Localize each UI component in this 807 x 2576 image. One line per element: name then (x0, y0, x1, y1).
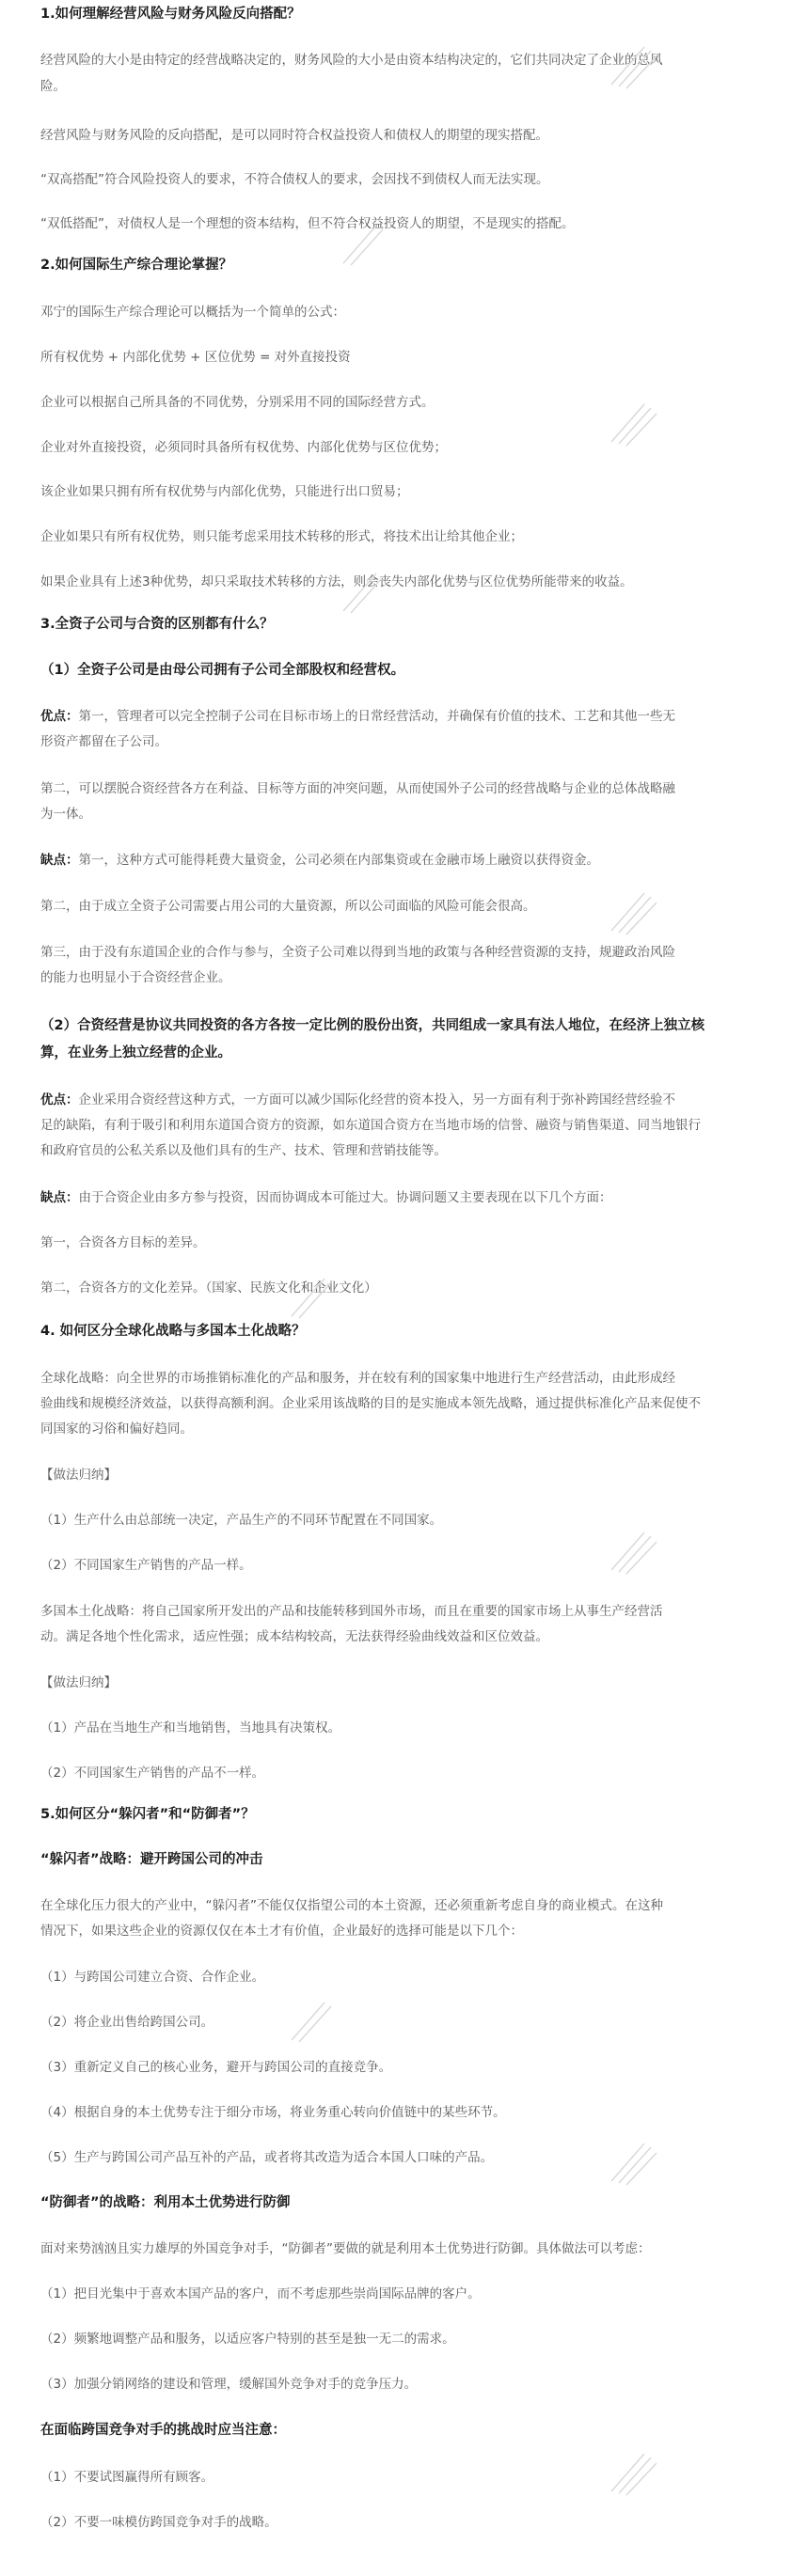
section-2-heading: 2.如何国际生产综合理论掌握？ (40, 258, 233, 273)
paragraph: 验曲线和规模经济效益，以获得高额利润。企业采用该战略的目的是实施成本领先战略，通过提供标准化产品来促使不 (40, 1396, 701, 1411)
paragraph: 优点：企业采用合资经营这种方式，一方面可以减少国际化经营的资本投入，另一方面有利于弥补跨国经营经验不 (40, 1092, 675, 1107)
paragraph: 经营风险与财务风险的反向搭配，是可以同时符合权益投资人和债权人的期望的现实搭配。 (40, 128, 548, 143)
paragraph: 形资产都留在子公司。 (40, 734, 167, 749)
list-item: （1）产品在当地生产和当地销售，当地具有决策权。 (40, 1720, 341, 1736)
list-item: （2）频繁地调整产品和服务，以适应客户特别的甚至是独一无二的需求。 (40, 2332, 455, 2347)
paragraph: 企业可以根据自己所具备的不同优势，分别采用不同的国际经营方式。 (40, 395, 435, 410)
paragraph: “双低搭配”，对债权人是一个理想的资本结构，但不符合权益投资人的期望，不是现实的搭配。 (40, 216, 575, 231)
paragraph: 情况下，如果这些企业的资源仅仅在本土才有价值，企业最好的选择可能是以下几个： (40, 1924, 523, 1939)
paragraph: 经营风险的大小是由特定的经营战略决定的，财务风险的大小是由资本结构决定的，它们共同决定了企业的总风 (40, 53, 663, 68)
subheading: （1）全资子公司是由母公司拥有子公司全部股权和经营权。 (40, 663, 405, 678)
list-item: （1）生产什么由总部统一决定，产品生产的不同环节配置在不同国家。 (40, 1513, 443, 1528)
paragraph: 第二，可以摆脱合资经营各方在利益、目标等方面的冲突问题，从而使国外子公司的经营战略与企业的总体战略融 (40, 781, 675, 796)
section-5-heading: 5.如何区分“躲闪者”和“防御者”？ (40, 1807, 255, 1822)
list-item: （5）生产与跨国公司产品互补的产品，或者将其改造为适合本国人口味的产品。 (40, 2150, 494, 2165)
section-4-heading: 4. 如何区分全球化战略与多国本土化战略？ (40, 1324, 306, 1339)
paragraph: 多国本土化战略：将自己国家所开发出的产品和技能转移到国外市场，而且在重要的国家市场上从事生产经营活 (40, 1604, 663, 1619)
list-item: （2）不同国家生产销售的产品不一样。 (40, 1766, 265, 1781)
section-1-heading: 1.如何理解经营风险与财务风险反向搭配？ (40, 7, 301, 22)
subheading: 算，在业务上独立经营的企业。 (40, 1045, 231, 1060)
list-item: （2）不要一味模仿跨国竞争对手的战略。 (40, 2515, 277, 2530)
subheading: 在面临跨国竞争对手的挑战时应当注意： (40, 2423, 286, 2438)
paragraph: 的能力也明显小于合资经营企业。 (40, 970, 231, 985)
paragraph: 在全球化压力很大的产业中，“躲闪者”不能仅仅指望公司的本土资源，还必须重新考虑自身的商业模式。在这种 (40, 1898, 663, 1913)
paragraph: 邓宁的国际生产综合理论可以概括为一个简单的公式： (40, 305, 345, 320)
paragraph: 企业如果只有所有权优势，则只能考虑采用技术转移的形式，将技术出让给其他企业； (40, 529, 523, 544)
list-item: （3）加强分销网络的建设和管理，缓解国外竞争对手的竞争压力。 (40, 2377, 418, 2392)
list-item: （3）重新定义自己的核心业务，避开与跨国公司的直接竞争。 (40, 2060, 392, 2075)
list-item: （1）把目光集中于喜欢本国产品的客户，而不考虑那些崇尚国际品牌的客户。 (40, 2286, 481, 2301)
method-label: 【做法归纳】 (40, 1468, 117, 1483)
paragraph: 企业对外直接投资，必须同时具备所有权优势、内部化优势与区位优势； (40, 440, 447, 455)
list-item: （4）根据自身的本土优势专注于细分市场，将业务重心转向价值链中的某些环节。 (40, 2105, 506, 2120)
paragraph: “双高搭配”符合风险投资人的要求，不符合债权人的要求，会因找不到债权人而无法实现。 (40, 172, 549, 187)
paragraph: 险。 (40, 79, 66, 94)
list-item: （2）将企业出售给跨国公司。 (40, 2015, 214, 2030)
paragraph: 面对来势汹汹且实力雄厚的外国竞争对手，“防御者”要做的就是利用本土优势进行防御。具体做法可以考虑： (40, 2241, 651, 2256)
paragraph: 缺点：由于合资企业由多方参与投资，因而协调成本可能过大。协调问题又主要表现在以下几个方面： (40, 1190, 612, 1205)
paragraph: 和政府官员的公私关系以及他们具有的生产、技术、管理和营销技能等。 (40, 1143, 447, 1158)
paragraph: 第二，合资各方的文化差异。（国家、民族文化和企业文化） (40, 1280, 377, 1296)
paragraph: 同国家的习俗和偏好趋同。 (40, 1422, 193, 1437)
section-3-heading: 3.全资子公司与合资的区别都有什么？ (40, 617, 274, 632)
paragraph: 足的缺陷，有利于吸引和利用东道国合资方的资源，如东道国合资方在当地市场的信誉、融资与销售渠道、同当地银行 (40, 1118, 701, 1133)
paragraph: 为一体。 (40, 807, 91, 822)
list-item: （2）不同国家生产销售的产品一样。 (40, 1558, 252, 1573)
subheading: “躲闪者”战略：避开跨国公司的冲击 (40, 1852, 263, 1867)
list-item: （1）不要试图赢得所有顾客。 (40, 2470, 214, 2485)
subheading: （2）合资经营是协议共同投资的各方各按一定比例的股份出资，共同组成一家具有法人地位，在经济上独立核 (40, 1018, 705, 1033)
paragraph: 如果企业具有上述3种优势，却只采取技术转移的方法，则会丧失内部化优势与区位优势所能带来的收益。 (40, 574, 633, 589)
paragraph: 第一，合资各方目标的差异。 (40, 1235, 206, 1250)
paragraph: 动。满足各地个性化需求，适应性强；成本结构较高，无法获得经验曲线效益和区位效益。 (40, 1629, 548, 1644)
watermark-stroke (282, 1269, 339, 1326)
paragraph: 缺点：第一，这种方式可能得耗费大量资金，公司必须在内部集资或在金融市场上融资以获得资金。 (40, 853, 599, 868)
paragraph: 优点：第一，管理者可以完全控制子公司在目标市场上的日常经营活动，并确保有价值的技术、工艺和其他一些无 (40, 709, 675, 724)
list-item: （1）与跨国公司建立合资、合作企业。 (40, 1970, 265, 1985)
method-label: 【做法归纳】 (40, 1675, 117, 1690)
subheading: “防御者”的战略：利用本土优势进行防御 (40, 2195, 291, 2210)
paragraph: 第二，由于成立全资子公司需要占用公司的大量资源，所以公司面临的风险可能会很高。 (40, 899, 536, 914)
formula: 所有权优势 + 内部化优势 + 区位优势 = 对外直接投资 (40, 350, 351, 365)
paragraph: 全球化战略：向全世界的市场推销标准化的产品和服务，并在较有利的国家集中地进行生产经营活动，由此形成经 (40, 1371, 675, 1386)
paragraph: 该企业如果只拥有所有权优势与内部化优势，只能进行出口贸易； (40, 484, 409, 499)
paragraph: 第三，由于没有东道国企业的合作与参与，全资子公司难以得到当地的政策与各种经营资源的支持，规避政治风险 (40, 945, 675, 960)
